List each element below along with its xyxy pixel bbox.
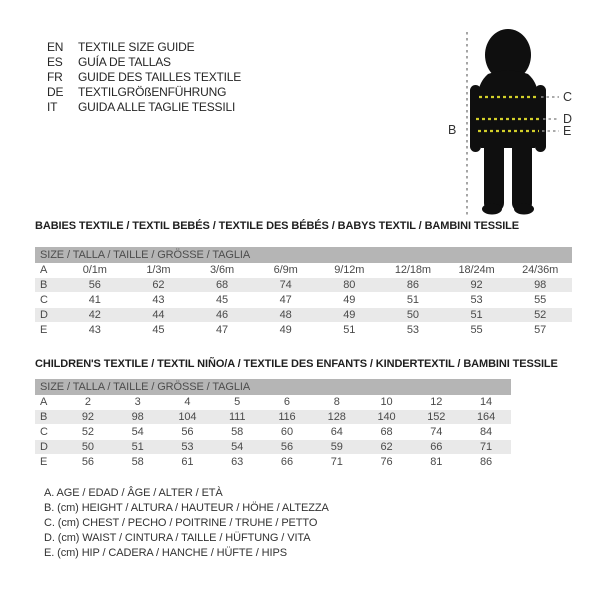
child-silhouette-diagram: [440, 12, 595, 222]
size-value: 81: [411, 455, 461, 470]
size-value: 3: [113, 395, 163, 410]
legend-line: D. (cm) WAIST / CINTURA / TAILLE / HÜFTUNG / VITA: [44, 532, 311, 544]
size-value: 116: [262, 410, 312, 425]
language-label: GUIDA ALLE TAGLIE TESSILI: [78, 100, 236, 114]
size-value: 49: [254, 323, 318, 338]
size-value: 54: [212, 440, 262, 455]
measure-legend: [44, 486, 329, 561]
label-d: D: [563, 112, 573, 126]
legend-line: B. (cm) HEIGHT / ALTURA / HAUTEUR / HÖHE / ALTEZZA: [44, 502, 329, 514]
size-value: 41: [63, 293, 127, 308]
size-value: 164: [461, 410, 511, 425]
size-value: 111: [212, 410, 262, 425]
size-value: 92: [445, 278, 509, 293]
size-value: 4: [163, 395, 213, 410]
size-value: 56: [262, 440, 312, 455]
size-value: 98: [508, 278, 572, 293]
label-b: B: [448, 123, 457, 137]
size-value: 66: [411, 440, 461, 455]
table-row: [35, 425, 511, 440]
language-code: DE: [47, 85, 64, 99]
size-value: 74: [411, 425, 461, 440]
table-row: [35, 440, 511, 455]
row-label: A: [35, 395, 63, 410]
children-size-table: [35, 379, 511, 470]
size-value: 53: [381, 323, 445, 338]
size-value: 68: [190, 278, 254, 293]
size-value: 53: [445, 293, 509, 308]
size-value: 51: [381, 293, 445, 308]
size-value: 42: [63, 308, 127, 323]
measurement-figure: [440, 12, 595, 222]
size-value: 58: [113, 455, 163, 470]
size-value: 18/24m: [445, 263, 509, 278]
size-value: 43: [63, 323, 127, 338]
table-header-row: [35, 379, 511, 395]
row-label: E: [35, 323, 63, 338]
table-header-row: [35, 247, 572, 263]
size-value: 58: [212, 425, 262, 440]
size-value: 3/6m: [190, 263, 254, 278]
size-value: 64: [312, 425, 362, 440]
table-row: [35, 395, 511, 410]
size-value: 24/36m: [508, 263, 572, 278]
size-value: 45: [127, 323, 191, 338]
babies-section: [35, 221, 572, 338]
size-value: 56: [163, 425, 213, 440]
size-value: 63: [212, 455, 262, 470]
size-value: 47: [254, 293, 318, 308]
language-row: [47, 85, 241, 100]
table-header: SIZE / TALLA / TAILLE / GRÖSSE / TAGLIA: [35, 379, 511, 395]
size-value: 47: [190, 323, 254, 338]
table-row: [35, 308, 572, 323]
language-code: IT: [47, 100, 58, 114]
language-code: ES: [47, 55, 63, 69]
size-value: 84: [461, 425, 511, 440]
language-label: GUÍA DE TALLAS: [78, 55, 171, 69]
language-code: FR: [47, 70, 63, 84]
size-value: 44: [127, 308, 191, 323]
size-value: 152: [411, 410, 461, 425]
language-label: TEXTILE SIZE GUIDE: [78, 40, 195, 54]
table-row: [35, 293, 572, 308]
children-section: [35, 358, 558, 470]
size-value: 5: [212, 395, 262, 410]
size-value: 60: [262, 425, 312, 440]
table-row: [35, 455, 511, 470]
size-value: 51: [445, 308, 509, 323]
size-value: 140: [362, 410, 412, 425]
size-value: 71: [312, 455, 362, 470]
row-label: C: [35, 293, 63, 308]
size-value: 43: [127, 293, 191, 308]
size-value: 55: [508, 293, 572, 308]
size-value: 104: [163, 410, 213, 425]
children-title: CHILDREN'S TEXTILE / TEXTIL NIÑO/A / TEXTILE DES ENFANTS / KINDERTEXTIL / BAMBINI TESSILE: [35, 358, 558, 370]
size-value: 52: [508, 308, 572, 323]
row-label: C: [35, 425, 63, 440]
row-label: B: [35, 278, 63, 293]
size-value: 6: [262, 395, 312, 410]
size-value: 86: [381, 278, 445, 293]
babies-title: BABIES TEXTILE / TEXTIL BEBÉS / TEXTILE DES BÉBÉS / BABYS TEXTIL / BAMBINI TESSILE: [35, 220, 520, 232]
size-value: 0/1m: [63, 263, 127, 278]
row-label: E: [35, 455, 63, 470]
size-value: 76: [362, 455, 412, 470]
size-value: 49: [318, 308, 382, 323]
label-c: C: [563, 90, 573, 104]
size-value: 66: [262, 455, 312, 470]
table-header: SIZE / TALLA / TAILLE / GRÖSSE / TAGLIA: [35, 247, 572, 263]
size-value: 92: [63, 410, 113, 425]
size-value: 80: [318, 278, 382, 293]
size-value: 55: [445, 323, 509, 338]
size-value: 56: [63, 278, 127, 293]
language-row: [47, 40, 241, 55]
language-row: [47, 70, 241, 85]
size-value: 14: [461, 395, 511, 410]
size-value: 1/3m: [127, 263, 191, 278]
table-row: [35, 410, 511, 425]
size-value: 48: [254, 308, 318, 323]
size-value: 50: [381, 308, 445, 323]
table-row: [35, 263, 572, 278]
row-label: D: [35, 440, 63, 455]
size-value: 56: [63, 455, 113, 470]
size-value: 54: [113, 425, 163, 440]
size-value: 51: [318, 323, 382, 338]
size-value: 6/9m: [254, 263, 318, 278]
size-value: 12: [411, 395, 461, 410]
legend-line: E. (cm) HIP / CADERA / HANCHE / HÜFTE / HIPS: [44, 547, 287, 559]
size-value: 128: [312, 410, 362, 425]
table-row: [35, 323, 572, 338]
size-value: 74: [254, 278, 318, 293]
language-row: [47, 55, 241, 70]
size-value: 45: [190, 293, 254, 308]
legend-line: C. (cm) CHEST / PECHO / POITRINE / TRUHE / PETTO: [44, 517, 318, 529]
size-value: 9/12m: [318, 263, 382, 278]
size-value: 51: [113, 440, 163, 455]
size-value: 57: [508, 323, 572, 338]
size-value: 46: [190, 308, 254, 323]
language-label: TEXTILGRÖßENFÜHRUNG: [78, 85, 227, 99]
size-value: 61: [163, 455, 213, 470]
size-value: 68: [362, 425, 412, 440]
size-value: 62: [127, 278, 191, 293]
row-label: D: [35, 308, 63, 323]
language-label: GUIDE DES TAILLES TEXTILE: [78, 70, 242, 84]
label-e: E: [563, 124, 572, 138]
table-row: [35, 278, 572, 293]
language-code: EN: [47, 40, 64, 54]
language-list: [47, 40, 241, 115]
legend-line: A. AGE / EDAD / ÂGE / ALTER / ETÀ: [44, 487, 223, 499]
size-value: 12/18m: [381, 263, 445, 278]
size-value: 10: [362, 395, 412, 410]
size-value: 53: [163, 440, 213, 455]
size-value: 71: [461, 440, 511, 455]
size-value: 86: [461, 455, 511, 470]
size-value: 50: [63, 440, 113, 455]
row-label: B: [35, 410, 63, 425]
size-value: 52: [63, 425, 113, 440]
babies-size-table: [35, 247, 572, 338]
size-value: 2: [63, 395, 113, 410]
child-silhouette: [470, 29, 546, 215]
size-value: 59: [312, 440, 362, 455]
size-value: 62: [362, 440, 412, 455]
size-value: 8: [312, 395, 362, 410]
size-value: 98: [113, 410, 163, 425]
language-row: [47, 100, 241, 115]
row-label: A: [35, 263, 63, 278]
size-value: 49: [318, 293, 382, 308]
